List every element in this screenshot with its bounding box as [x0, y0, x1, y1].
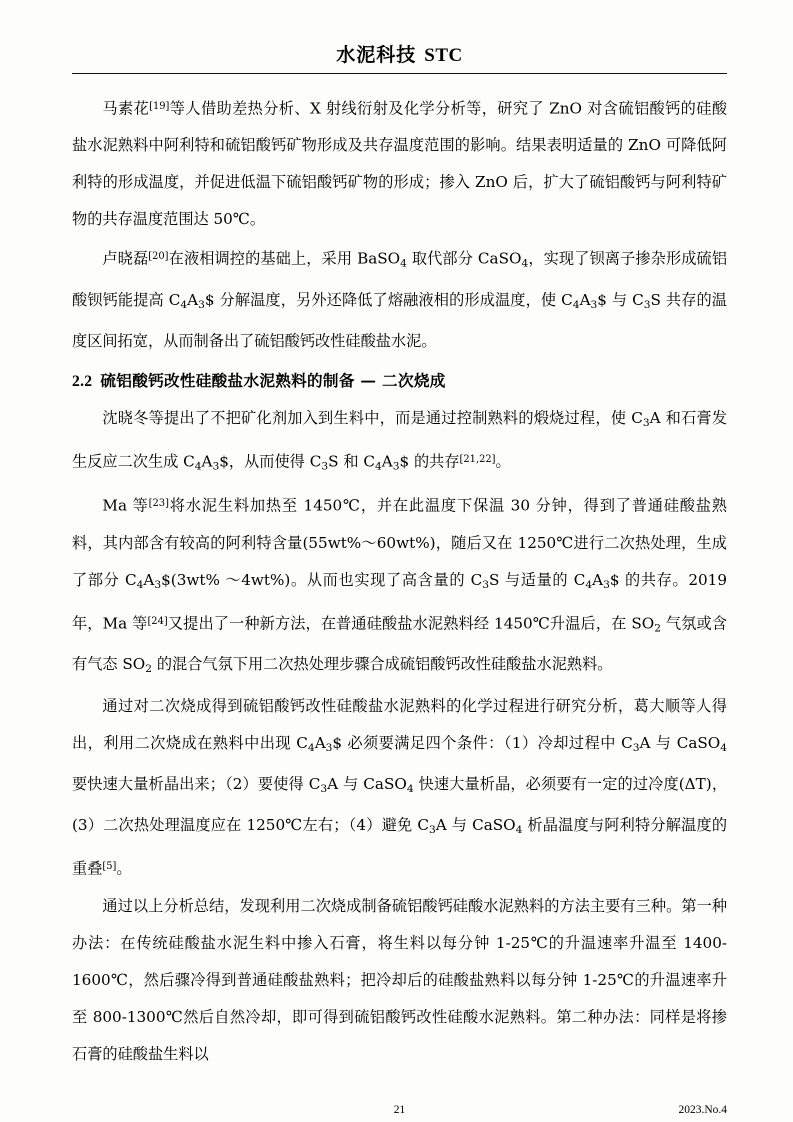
header-divider	[72, 73, 727, 74]
section-number: 2.2	[72, 373, 93, 391]
journal-title: 水泥科技	[336, 44, 417, 66]
paragraph: 通过对二次烧成得到硫铝酸钙改性硅酸盐水泥熟料的化学过程进行研究分析，葛大顺等人得出，利用二次烧成在熟料中出现 $C_4A_3\$$ 必须要满足四个条件：（1）冷却过程中 $C_3A$ 与 CaSO$_4$ 要快速大量析晶出来；（2）要使得 $C_3A$ 与 CaSO$_4$ 快速大量析晶，必须要有一定的过冷度(ΔT)，(3）二次热处理温度应在 1250℃左右；（4）避免 $C_3A$ 与 CaSO$_4$ 析晶温度与阿利特分解温度的重叠[5]。	[72, 696, 728, 878]
issue-label: 2023.No.4	[678, 1104, 727, 1116]
page-content	[72, 40, 727, 1086]
paragraph: 卢晓磊[20]在液相调控的基础上，采用 BaSO$_4$ 取代部分 CaSO$_4$，实现了钡离子掺杂形成硫铝酸钡钙能提高 $C_4A_3\$$ 分解温度，另外还降低了熔融液相的形成温度，使 $C_4A_3\$$ 与 $C_3S$ 共存的温度区间拓宽，从而制备出了硫铝酸钙改性硅酸盐水泥。	[72, 249, 728, 351]
paragraph: 通过以上分析总结，发现利用二次烧成制备硫铝酸钙硅酸水泥熟料的方法主要有三种。第一种办法：在传统硅酸盐水泥生料中掺入石膏，将生料以每分钟 1-25℃的升温速率升温至 1400-1600℃，然后骤冷得到普通硅酸盐熟料；把冷却后的硅酸盐熟料以每分钟 1-25℃的升温速率升至 800-1300℃然后自然冷却，即可得到硫铝酸钙改性硅酸水泥熟料。第二种办法：同样是将掺石膏的硅酸盐生料以	[72, 896, 727, 1063]
paragraph: 马素花[19]等人借助差热分析、X 射线衍射及化学分析等，研究了 ZnO 对含硫铝酸钙的硅酸盐水泥熟料中阿利特和硫铝酸钙矿物形成及共存温度范围的影响。结果表明适量的 ZnO 可降低阿利特的形成温度，并促进低温下硫铝酸钙矿物的形成；掺入 ZnO 后，扩大了硫铝酸钙与阿利特矿物的共存温度范围达 50℃。	[72, 99, 728, 229]
paragraph: 沈晓冬等提出了不把矿化剂加入到生料中，而是通过控制熟料的煅烧过程，使 $C_3A$ 和石膏发生反应二次生成 $C_4A_3\$$，从而使得 $C_3S$ 和 $C_4A_3\$$ 的共存[21,22]。	[72, 409, 728, 474]
section-heading	[72, 362, 727, 400]
running-header	[72, 40, 727, 73]
page-number: 21	[393, 1104, 406, 1116]
journal-abbrev: STC	[424, 45, 463, 66]
section-title: 硫铝酸钙改性硅酸盐水泥熟料的制备 — 二次烧成	[100, 371, 446, 391]
document-body	[72, 88, 727, 1073]
paragraph: Ma 等[23]将水泥生料加热至 1450℃，并在此温度下保温 30 分钟，得到了普通硅酸盐熟料，其内部含有较高的阿利特含量(55wt%～60wt%)，随后又在 1250℃进行二次热处理，生成了部分 $C_4A_3\$(3wt\%$ ～4wt%)。从而也实现了高含量的 $C_3S$ 与适量的 $C_4A_3\$$ 的共存。2019 年，Ma 等[24]又提出了一种新方法，在普通硅酸盐水泥熟料经 1450℃升温后，在 $SO_2$ 气氛或含有气态 $SO_2$ 的混合气氛下用二次热处理步骤合成硫铝酸钙改性硅酸盐水泥熟料。	[72, 496, 728, 676]
